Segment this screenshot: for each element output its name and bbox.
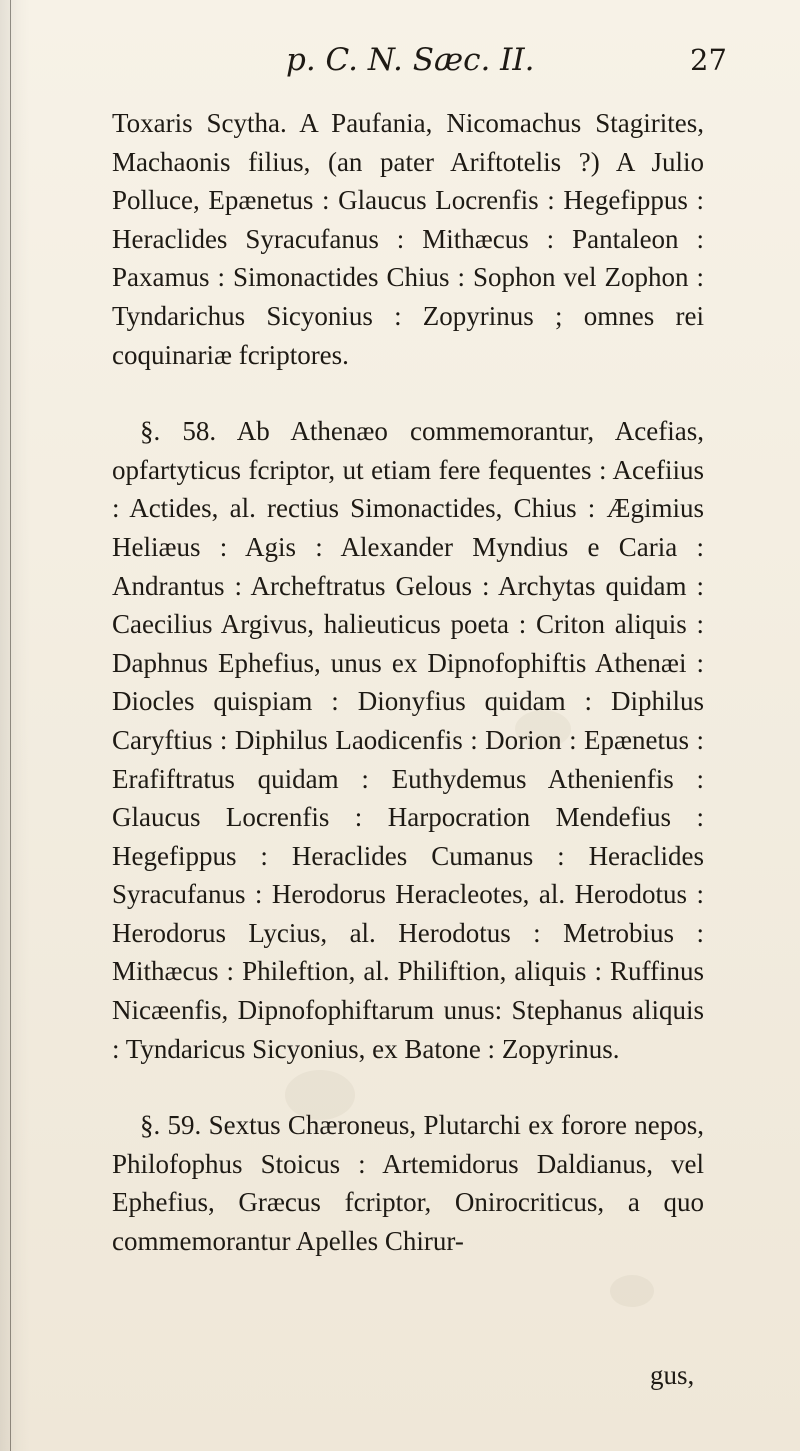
paragraph-2-section-58: §. 58. Ab Athenæo commemorantur, Acefias, opfartyticus fcriptor, ut etiam fere fequentes : Acefiius : Actides, al. rectius Simonactides, Chius : Ægimius Heliæus : Agis : Alexander Myndius e Caria : Andrantus : Archeftratus Gelous : Archytas quidam : Caecilius Argivus, halieuticus poeta : Criton aliquis : Daphnus Ephefius, unus ex Dipnofophiftis Athenæi : Diocles quispiam : Dionyfius quidam : Diphilus Caryftius : Diphilus Laodicenfis : Dorion : Epænetus : Erafiftratus quidam : Euthydemus Athenienfis : Glaucus Locrenfis : Harpocration Mendefius : Hegefippus : Heraclides Cumanus : Heraclides Syracufanus : Herodorus Heracleotes, al. Herodotus : Herodorus Lycius, al. Herodotus : Metrobius : Mithæcus : Phileftion, al. Philiftion, aliquis : Ruffinus Nicæenfis, Dipnofophiftarum unus: Stephanus aliquis : Tyndaricus Sicyonius, ex Batone : Zopyrinus. bbox=[112, 416, 704, 1064]
page-number: 27 bbox=[690, 43, 727, 77]
running-title: p. C. N. Sæc. II. bbox=[286, 42, 535, 78]
paragraph-3-section-59: §. 59. Sextus Chæroneus, Plutarchi ex forore nepos, Philofophus Stoicus : Artemidorus Daldianus, vel Ephefius, Græcus fcriptor, Onirocriticus, a quo commemorantur Apelles Chirur- bbox=[112, 1110, 704, 1257]
running-header bbox=[0, 42, 800, 82]
page-spine-edge bbox=[10, 0, 11, 1451]
paper-stain bbox=[610, 1275, 654, 1307]
catchword: gus, bbox=[650, 1360, 695, 1390]
paragraph-1: Toxaris Scytha. A Paufania, Nicomachus Stagirites, Machaonis filius, (an pater Ariftotelis ?) A Julio Polluce, Epænetus : Glaucus Locrenfis : Hegefippus : Heraclides Syracufanus : Mithæcus : Pantaleon : Paxamus : Simonactides Chius : Sophon vel Zophon : Tyndarichus Sicyonius : Zopyrinus ; omnes rei coquinariæ fcriptores. bbox=[112, 108, 704, 370]
paragraph-gap bbox=[112, 374, 704, 412]
paragraph-gap bbox=[112, 1068, 704, 1106]
body-text bbox=[112, 104, 704, 1261]
